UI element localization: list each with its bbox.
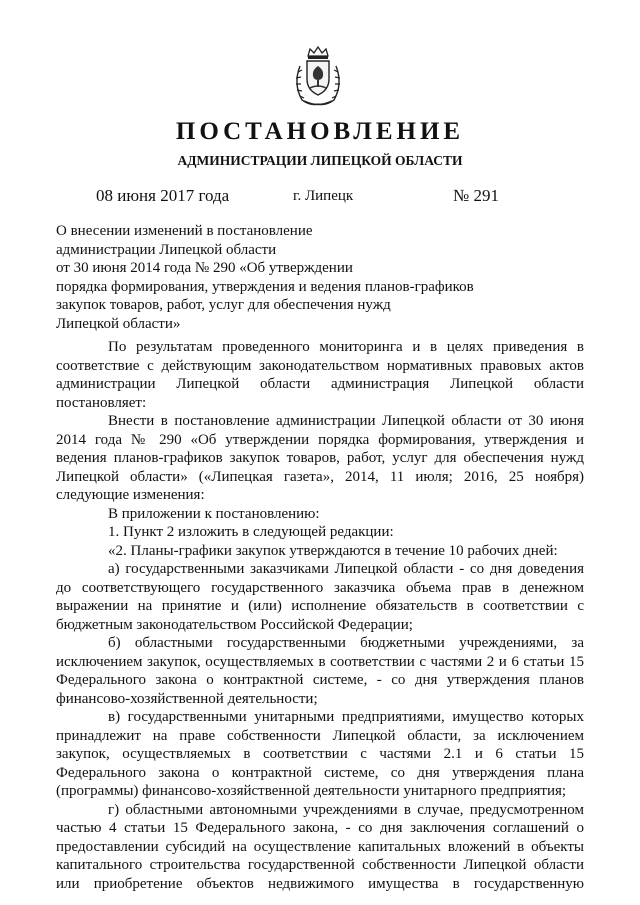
body-paragraph: В приложении к постановлению: — [108, 505, 320, 522]
document-type-title: ПОСТАНОВЛЕНИЕ — [175, 118, 465, 145]
document-subject — [56, 222, 536, 333]
document-date: 08 июня 2017 года — [96, 186, 230, 205]
subject-line: администрации Липецкой области — [56, 241, 277, 258]
body-paragraph: в) государственными унитарными предприятиями, имущество которых принадлежит на праве собственности Липецкой области, за исключением закупок, осуществляемых в соответствии с частями 2.1 и 6 статьи 15 Федерального закона о контрактной системе, со дня утверждения плана (программы) финансово-хозяйственной деятельности унитарного предприятия; — [56, 709, 584, 799]
document-body — [56, 338, 584, 893]
body-paragraph: По результатам проведенного мониторинга и в целях приведения в соответствие с действующим законодательством нормативных правовых актов администрации Липецкой области администрация Липецкой области постановляет: — [56, 339, 584, 411]
coat-of-arms-icon — [290, 46, 346, 108]
body-paragraph: «2. Планы-графики закупок утверждаются в течение 10 рабочих дней: — [108, 542, 558, 559]
document-number: № 291 — [453, 186, 499, 205]
issuing-authority: АДМИНИСТРАЦИИ ЛИПЕЦКОЙ ОБЛАСТИ — [177, 153, 463, 168]
subject-line: закупок товаров, работ, услуг для обеспечения нужд — [56, 297, 391, 313]
document-city: г. Липецк — [293, 188, 354, 204]
subject-line: порядка формирования, утверждения и ведения планов-графиков — [56, 278, 474, 295]
subject-line: от 30 июня 2014 года № 290 «Об утверждении — [56, 260, 353, 276]
subject-line: Липецкой области» — [56, 315, 181, 332]
body-paragraph: Внести в постановление администрации Липецкой области от 30 июня 2014 года № 290 «Об утверждении порядка формирования, утверждения и ведения планов-графиков закупок товаров, работ, услуг для обеспечения нужд Липецкой области» («Липецкая газета», 2014, 11 июля; 2016, 25 ноября) следующие изменения: — [56, 413, 584, 503]
body-paragraph: б) областными государственными бюджетными учреждениями, за исключением закупок, осуществляемых в соответствии с частями 2 и 6 статьи 15 Федерального закона о контрактной системе, - со дня утверждения планов финансово-хозяйственной деятельности; — [56, 635, 584, 707]
body-paragraph: а) государственными заказчиками Липецкой области - со дня доведения до соответствующего государственного заказчика объема прав в денежном выражении на принятие и (или) исполнение обязательств в соответствии с бюджетным законодательством Российской Федерации; — [56, 561, 584, 633]
body-paragraph: 1. Пункт 2 изложить в следующей редакции: — [108, 524, 394, 540]
body-paragraph: г) областными автономными учреждениями в случае, предусмотренном частью 4 статьи 15 Федерального закона, - со дня заключения соглашений о предоставлении субсидий на осуществление капитальных вложений в объекты капитального строительства государственной собственности Липецкой области или приобретение объектов недвижимого имущества в государственную — [56, 801, 584, 892]
subject-line: О внесении изменений в постановление — [56, 223, 313, 239]
